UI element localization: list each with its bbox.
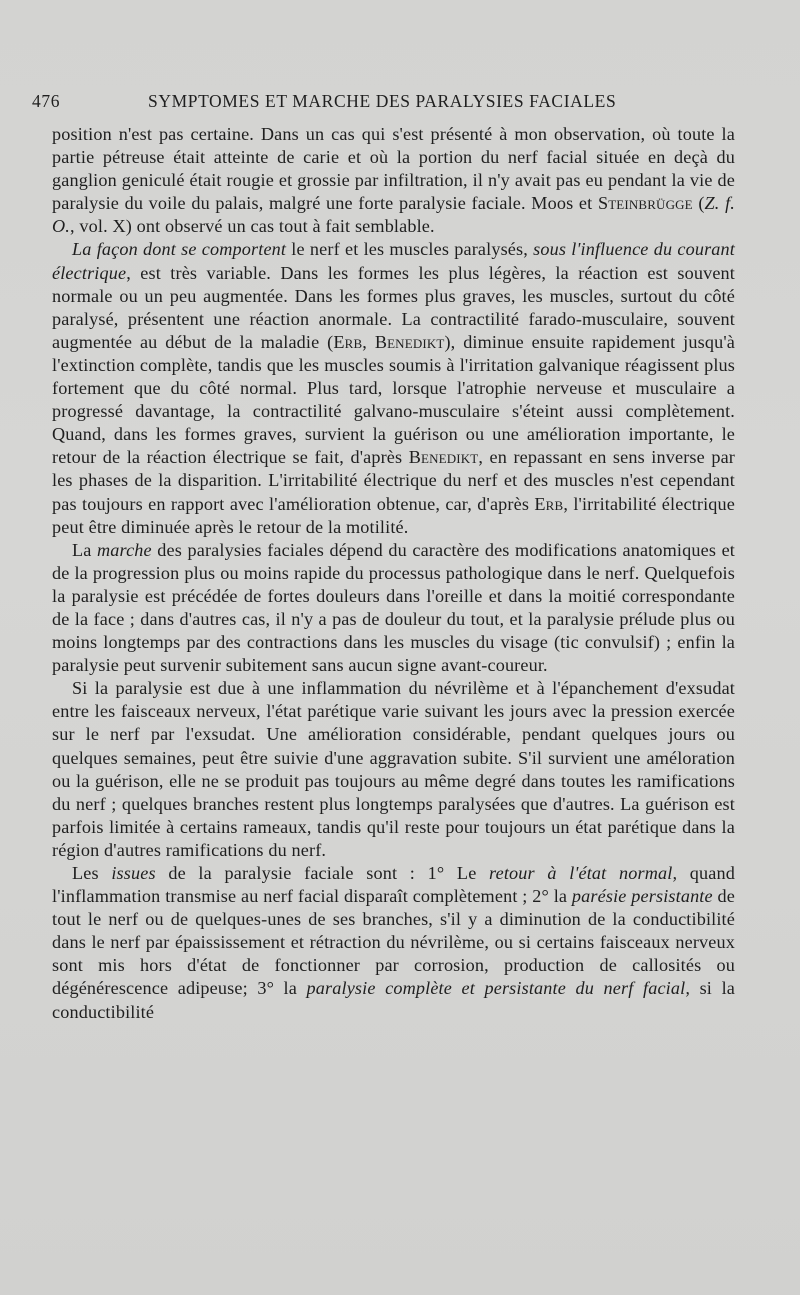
author-name: Benedikt <box>408 447 479 468</box>
journal-citation: Z. f. O. <box>52 193 735 237</box>
text-span: des paralysies faciales dépend du caractère des modifications anatomiques et de la progression plus ou moins rapide du processus pathologique dans le nerf. Quelquefois la paralysie est précédée de fortes douleurs dans l'oreille et dans la moitié correspondante de la face ; dans d'autres cas, il n'y a pas de douleur du tout, et la paralysie prélude plus ou moins longtemps par des contractions dans les muscles du visage (tic convulsif) ; enfin la paralysie peut survenir subitement sans aucun signe avant-coureur. <box>52 539 735 676</box>
text-span: Si la paralysie est due à une inflammation du névrilème et à l'épanchement d'exsudat entre les faisceaux nerveux, l'état parétique varie suivant les jours avec la pression exercée sur le nerf par l'exsudat. Une amélioration considérable, pendant quelques jours ou quelques semaines, peut être suivie d'une aggravation subite. S'il survient une améloration ou la guérison, elle ne se produit pas toujours au même degré dans toutes les ramifications du nerf ; quelques branches restent plus longtemps paralysées que d'autres. La guérison est parfois limitée à certains rameaux, tandis qu'il reste pour toujours un état parétique dans la région d'autres ramifications du nerf. <box>52 678 735 860</box>
text-span: , en repassant en sens inverse par les phases de la disparition. L'irritabilité électrique du nerf et des muscles n'est cependant pas toujours en rapport avec l'amélioration obtenue, car, d'après <box>52 447 736 514</box>
running-title: SYMPTOMES ET MARCHE DES PARALYSIES FACIALES <box>148 91 617 111</box>
text-span: , <box>362 331 375 352</box>
running-header <box>32 86 772 116</box>
author-name: Steinbrügge <box>597 193 693 214</box>
text-span: de tout le nerf ou de quelques-unes de ses branches, s'il y a diminution de la conductibilité dans le nerf par épaississement et rétraction du névrilème, ou si certains faisceaux nerveux sont mis hors d'état de fonctionner par corrosion, production de callosités ou dégénérescence adipeuse; 3° la <box>52 886 735 999</box>
emphasis: paralysie complète et persistante du nerf facial, <box>306 978 691 999</box>
emphasis: retour à l'état normal, <box>489 863 678 883</box>
page-number: 476 <box>32 91 61 111</box>
paragraph-5 <box>52 862 735 1024</box>
text-span: quand l'inflammation transmise au nerf facial disparaît complètement ; 2° la <box>52 863 735 907</box>
text-span: , est très variable. Dans les formes les plus légères, la réaction est souvent normale ou un peu augmentée. Dans les formes plus graves, les muscles, surtout du côté paralysé, présentent une réaction anormale. La contractilité farado-musculaire, souvent augmentée au début de la maladie ( <box>52 262 735 352</box>
text-span: position n'est pas certaine. Dans un cas qui s'est présenté à mon observation, où toute la partie pétreuse était atteinte de carie et où la portion du nerf facial située en deçà du ganglion geniculé était rougie et grossie par infiltration, il n'y avait pas eu pendant la vie de paralysie du voile du palais, malgré une forte paralysie faciale. Moos et <box>52 124 735 214</box>
text-span: , vol. X) ont observé un cas tout à fait semblable. <box>69 216 435 237</box>
text-span: de la paralysie faciale sont : 1° Le <box>155 863 490 883</box>
author-name: Benedikt <box>374 331 445 352</box>
text-span: si la conductibilité <box>52 978 735 1022</box>
author-name: Erb <box>534 493 564 514</box>
emphasis: marche <box>97 539 152 560</box>
emphasis: parésie persistante <box>571 886 713 907</box>
paragraph-3 <box>52 539 735 678</box>
body-text <box>52 123 735 1024</box>
text-span: ), diminue ensuite rapidement jusqu'à l'extinction complète, tandis que les muscles soumis à l'irritation galvanique réagissent plus fortement que du côté normal. Plus tard, lorsque l'atrophie nerveuse et musculaire a progressé davantage, la contractilité galvano-musculaire s'éteint aussi complètement. Quand, dans les formes graves, survient la guérison ou une amélioration importante, le retour de la réaction électrique se fait, d'après <box>52 331 735 468</box>
emphasis: La façon dont se comportent <box>72 239 287 260</box>
text-span: Les <box>72 863 112 883</box>
paragraph-4 <box>52 677 735 862</box>
text-span: La <box>72 539 97 560</box>
emphasis: sous l'influence du courant électrique <box>52 239 735 283</box>
author-name: Erb <box>333 331 363 352</box>
paragraph-1 <box>52 123 735 238</box>
paragraph-2 <box>52 238 735 538</box>
text-span: le nerf et les muscles paralysés, <box>286 239 534 260</box>
emphasis: issues <box>111 863 156 883</box>
text-span: ( <box>692 193 705 214</box>
text-span: , l'irritabilité électrique peut être diminuée après le retour de la motilité. <box>52 493 735 537</box>
